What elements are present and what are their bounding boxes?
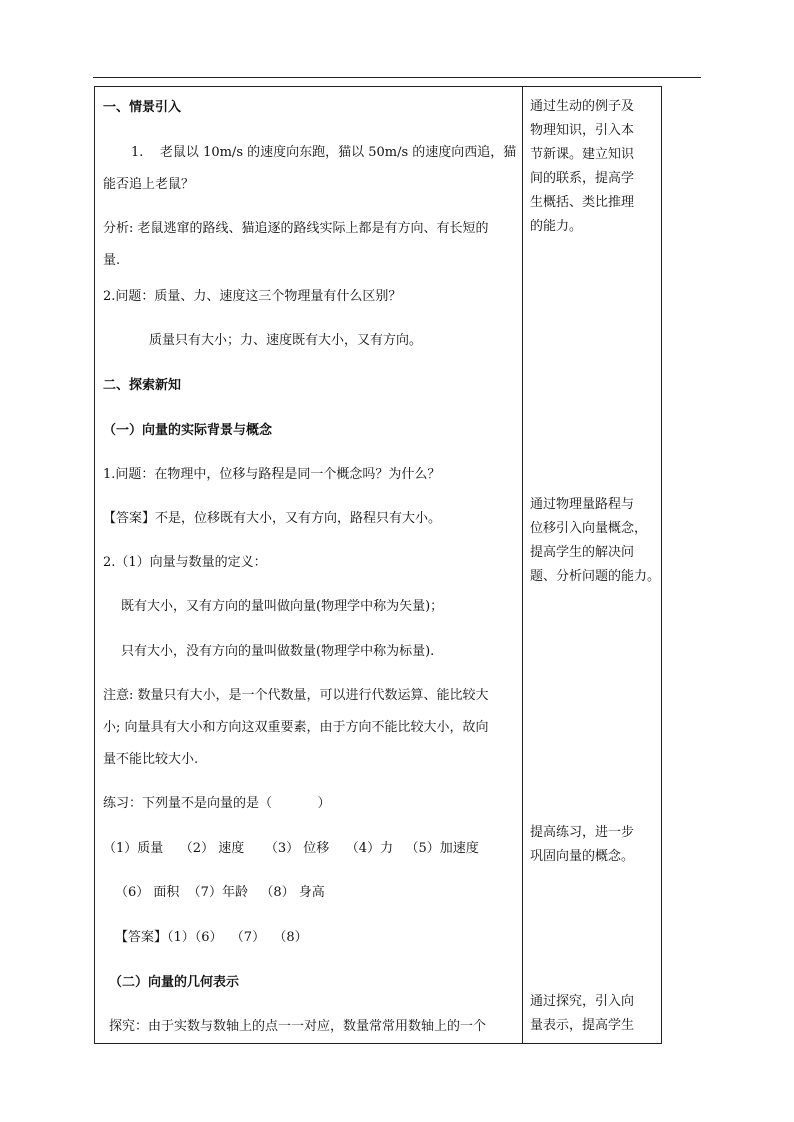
right-note-2 bbox=[530, 493, 661, 589]
definition-vector: 既有大小，又有方向的量叫做向量(物理学中称为矢量)； bbox=[121, 599, 444, 614]
right-note-1-line: 节新课。建立知识 bbox=[530, 147, 635, 162]
analysis-line-1: 分析: 老鼠逃窜的路线、猫追逐的路线实际上都是有方向、有长短的 bbox=[103, 221, 489, 236]
exercise-options-1: （1）质量 （2） 速度 （3） 位移 （4）力 （5）加速度 bbox=[103, 841, 479, 856]
subsection-2-title: （二）向量的几何表示 bbox=[109, 975, 240, 990]
explore-text: 探究：由于实数与数轴上的点一一对应，数量常常用数轴上的一个 bbox=[109, 1019, 487, 1034]
right-note-4 bbox=[530, 990, 650, 1038]
definition-scalar: 只有大小，没有方向的量叫做数量(物理学中称为标量). bbox=[121, 644, 435, 659]
right-note-1-line: 生概括、类比推理 bbox=[530, 195, 635, 210]
right-note-4-line: 通过探究，引入向 bbox=[530, 994, 635, 1009]
right-note-3-line: 巩固向量的概念。 bbox=[530, 849, 635, 864]
answer-1: 【答案】不是，位移既有大小，又有方向，路程只有大小。 bbox=[103, 511, 442, 526]
right-note-3-line: 提高练习，进一步 bbox=[530, 825, 635, 840]
right-note-2-line: 提高学生的解决问 bbox=[530, 545, 635, 560]
question-1-line-2: 能否追上老鼠？ bbox=[103, 177, 195, 192]
exercise-answer: 【答案】（1）（6） （7） （8） bbox=[115, 930, 308, 945]
right-note-4-line: 量表示，提高学生 bbox=[530, 1018, 635, 1033]
right-note-2-line: 题、分析问题的能力。 bbox=[530, 569, 661, 584]
note-line-1: 注意: 数量只有大小，是一个代数量，可以进行代数运算、能比较大 bbox=[103, 688, 489, 703]
right-note-1-line: 间的联系，提高学 bbox=[530, 171, 635, 186]
section-1-title: 一、情景引入 bbox=[103, 100, 182, 115]
question-2: 2.问题：质量、力、速度这三个物理量有什么区别？ bbox=[103, 289, 402, 304]
header-rule bbox=[93, 77, 701, 78]
right-note-3 bbox=[530, 821, 650, 869]
right-note-1-line: 通过生动的例子及 bbox=[530, 99, 635, 114]
question-2-answer: 质量只有大小；力、速度既有大小，又有方向。 bbox=[149, 333, 423, 348]
note-line-2: 小; 向量具有大小和方向这双重要素，由于方向不能比较大小，故向 bbox=[103, 720, 489, 735]
exercise-options-2: （6） 面积 （7）年龄 （8） 身高 bbox=[115, 885, 325, 900]
exercise-question: 练习：下列量不是向量的是（ ） bbox=[103, 796, 331, 811]
right-note-2-line: 位移引入向量概念， bbox=[530, 521, 648, 536]
subsection-1-title: （一）向量的实际背景与概念 bbox=[103, 423, 273, 438]
problem-1: 1.问题：在物理中，位移与路程是同一个概念吗？为什么？ bbox=[103, 467, 441, 482]
lesson-table bbox=[94, 86, 662, 1044]
right-note-1 bbox=[530, 95, 650, 239]
right-note-1-line: 的能力。 bbox=[530, 219, 583, 234]
note-line-3: 量不能比较大小. bbox=[103, 752, 199, 767]
column-divider bbox=[522, 87, 523, 1043]
right-note-1-line: 物理知识，引入本 bbox=[530, 123, 635, 138]
definition-heading: 2.（1）向量与数量的定义： bbox=[103, 555, 267, 570]
question-1-line-1: 1. 老鼠以 10m/s 的速度向东跑，猫以 50m/s 的速度向西追，猫 bbox=[131, 145, 517, 160]
analysis-line-2: 量. bbox=[103, 253, 121, 268]
section-2-title: 二、探索新知 bbox=[103, 378, 182, 393]
right-note-2-line: 通过物理量路程与 bbox=[530, 497, 635, 512]
